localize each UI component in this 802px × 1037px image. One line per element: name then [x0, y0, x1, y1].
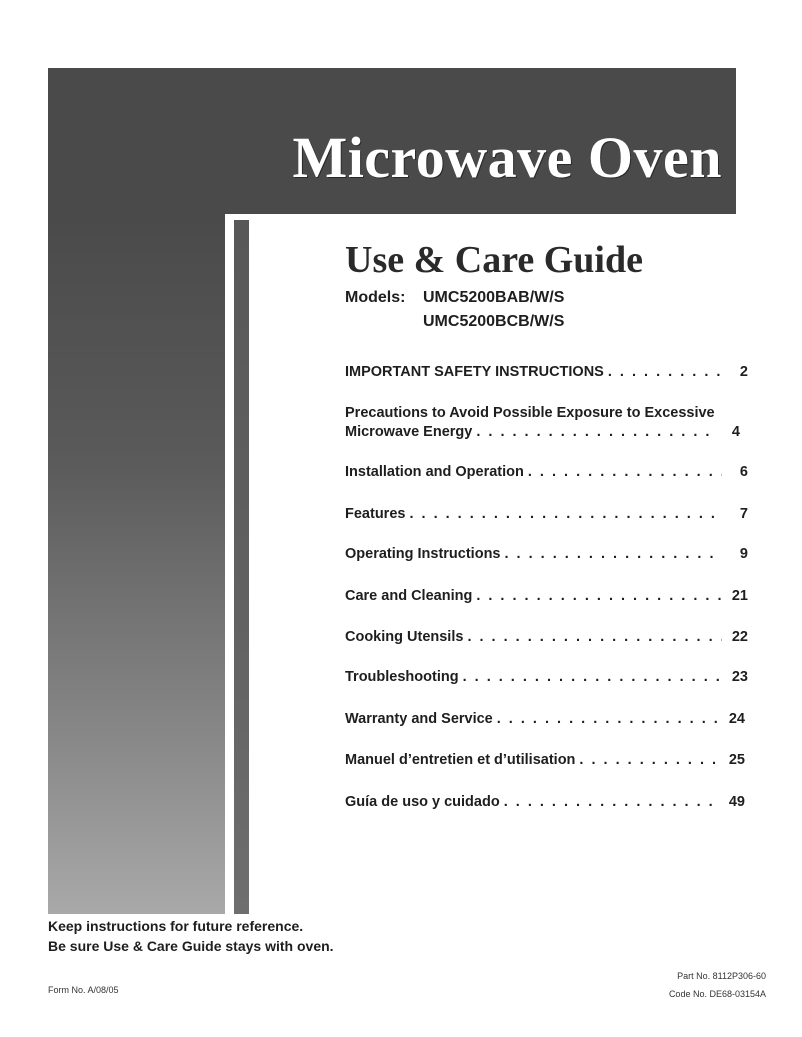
toc-entry-page: 4: [731, 424, 740, 440]
document-title: Microwave Oven: [292, 125, 722, 190]
toc-entry-features[interactable]: [345, 505, 748, 524]
code-number: Code No. DE68-03154A: [668, 989, 766, 999]
toc-entry-page: 7: [739, 506, 748, 522]
toc-leader-dots: [409, 505, 722, 524]
toc-entry-installation[interactable]: [345, 463, 748, 482]
toc-entry-page: 23: [731, 669, 748, 685]
toc-entry-title: Operating Instructions: [345, 546, 501, 562]
toc-entry-page: 49: [728, 794, 745, 810]
models-block: [345, 289, 565, 337]
toc-entry-operating[interactable]: [345, 545, 748, 564]
toc-entry-title: Manuel d’entretien et d’utilisation: [345, 752, 576, 768]
toc-entry-page: 2: [739, 364, 748, 380]
toc-leader-dots: [476, 587, 722, 606]
models-line-1: [345, 289, 565, 313]
toc-entry-title: Guía de uso y cuidado: [345, 794, 500, 810]
toc-entry-precautions[interactable]: [345, 404, 748, 442]
part-number: Part No. 8112P306-60: [677, 971, 766, 981]
toc-entry-page: 6: [739, 464, 748, 480]
toc-leader-dots: [608, 363, 722, 382]
keep-note-line: Be sure Use & Care Guide stays with oven.: [48, 938, 334, 954]
model-number: UMC5200BCB/W/S: [423, 313, 565, 330]
toc-entry-title: IMPORTANT SAFETY INSTRUCTIONS: [345, 364, 604, 380]
toc-entry-title: Installation and Operation: [345, 464, 524, 480]
toc-entry-page: 25: [728, 752, 745, 768]
model-number: UMC5200BAB/W/S: [423, 289, 565, 306]
toc-leader-dots: [579, 751, 719, 770]
toc-entry-page: 21: [731, 588, 748, 604]
toc-entry-utensils[interactable]: [345, 628, 748, 647]
toc-entry-title: Microwave Energy: [345, 424, 473, 440]
toc-entry-spanish[interactable]: [345, 793, 748, 812]
keep-instructions-note: [48, 916, 334, 956]
toc-entry-french[interactable]: [345, 751, 748, 770]
toc-entry-page: 24: [728, 711, 745, 727]
toc-entry-page: 9: [739, 546, 748, 562]
toc-leader-dots: [504, 793, 719, 812]
toc-entry-warranty[interactable]: [345, 710, 748, 729]
toc-entry-title: Troubleshooting: [345, 669, 459, 685]
models-line-2: [345, 313, 565, 337]
toc-entry-title: Care and Cleaning: [345, 588, 473, 604]
toc-entry-title: Features: [345, 506, 406, 522]
part-code-block: [669, 967, 766, 1003]
toc-entry-safety[interactable]: [345, 363, 748, 382]
toc-leader-dots: [463, 668, 722, 687]
toc-entry-page: 22: [731, 629, 748, 645]
toc-leader-dots: [497, 710, 719, 729]
document-subtitle: Use & Care Guide: [345, 239, 643, 281]
models-label: Models:: [345, 289, 406, 306]
toc-leader-dots: [528, 463, 722, 482]
toc-entry-troubleshooting[interactable]: [345, 668, 748, 687]
toc-entry-title: Warranty and Service: [345, 711, 493, 727]
left-gradient-band: [48, 214, 225, 914]
toc-entry-title: Cooking Utensils: [345, 629, 464, 645]
toc-entry-care[interactable]: [345, 587, 748, 606]
vertical-stripe: [234, 220, 249, 914]
toc-leader-dots: [467, 628, 722, 647]
toc-leader-dots: [476, 423, 714, 442]
toc-leader-dots: [505, 545, 723, 564]
form-number: Form No. A/08/05: [48, 985, 119, 995]
keep-note-line: Keep instructions for future reference.: [48, 918, 304, 934]
toc-entry-title-line1: Precautions to Avoid Possible Exposure to Excessive: [345, 405, 715, 421]
